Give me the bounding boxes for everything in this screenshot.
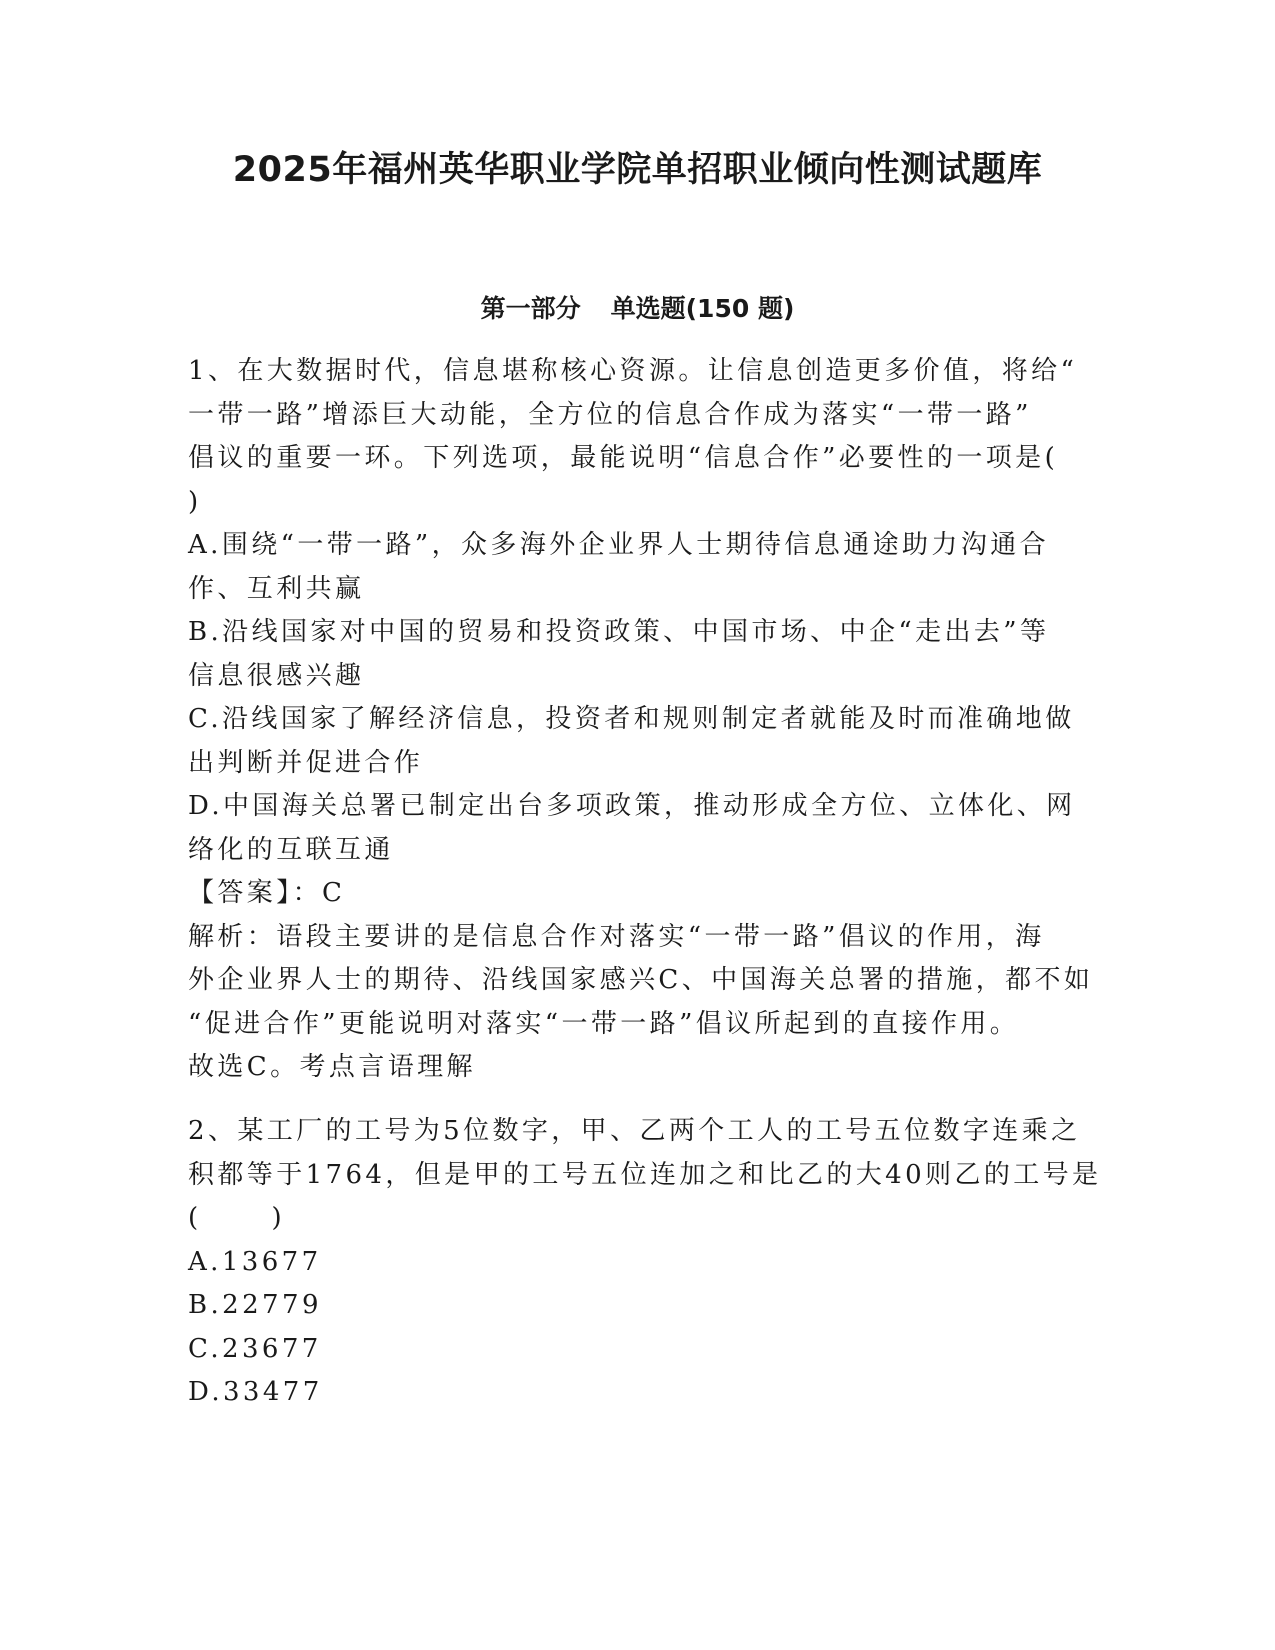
question-stem-line: 2、某工厂的工号为5位数字，甲、乙两个工人的工号五位数字连乘之 xyxy=(188,1116,1081,1146)
option-a-continued: 作、互利共赢 xyxy=(188,573,365,604)
option-b: B.沿线国家对中国的贸易和投资政策、中国市场、中企“走出去”等 xyxy=(188,617,1050,647)
option-c: C.23677 xyxy=(188,1333,322,1364)
option-c: C.沿线国家了解经济信息，投资者和规则制定者就能及时而准确地做 xyxy=(188,704,1075,734)
question-stem-line: 积都等于1764，但是甲的工号五位连加之和比乙的大40则乙的工号是 xyxy=(188,1159,1102,1190)
analysis-line: 故选C。考点言语理解 xyxy=(188,1052,476,1082)
question-stem-line: 1、在大数据时代，信息堪称核心资源。让信息创造更多价值，将给“ xyxy=(188,356,1078,386)
option-b-continued: 信息很感兴趣 xyxy=(188,660,365,691)
option-a: A.13677 xyxy=(188,1246,322,1277)
question-1 xyxy=(188,350,1094,1090)
question-2 xyxy=(188,1110,1102,1415)
section-name: 单选题(150 题) xyxy=(610,294,795,323)
answer-line: 【答案】：C xyxy=(188,878,346,908)
document-title: 2025年福州英华职业学院单招职业倾向性测试题库 xyxy=(232,150,1043,190)
option-d: D.中国海关总署已制定出台多项政策，推动形成全方位、立体化、网 xyxy=(188,791,1076,821)
option-c-continued: 出判断并促进合作 xyxy=(188,747,424,778)
analysis-line: 外企业界人士的期待、沿线国家感兴C、中国海关总署的措施，都不如 xyxy=(188,965,1094,995)
question-stem-line: ( ) xyxy=(188,1203,286,1233)
analysis-line: “促进合作”更能说明对落实“一带一路”倡议所起到的直接作用。 xyxy=(188,1008,1020,1039)
option-d: D.33477 xyxy=(188,1377,323,1407)
section-heading xyxy=(0,291,1275,327)
question-stem-line: ) xyxy=(188,486,202,517)
option-d-continued: 络化的互联互通 xyxy=(188,834,394,865)
question-stem-line: 倡议的重要一环。下列选项，最能说明“信息合作”必要性的一项是( xyxy=(188,443,1059,473)
question-stem-line: 一带一路”增添巨大动能，全方位的信息合作成为落实“一带一路” xyxy=(188,399,1032,430)
analysis-line: 解析：语段主要讲的是信息合作对落实“一带一路”倡议的作用，海 xyxy=(188,921,1045,952)
option-b: B.22779 xyxy=(188,1290,322,1320)
option-a: A.围绕“一带一路”，众多海外企业界人士期待信息通途助力沟通合 xyxy=(188,530,1050,560)
section-label: 第一部分 xyxy=(480,294,581,323)
